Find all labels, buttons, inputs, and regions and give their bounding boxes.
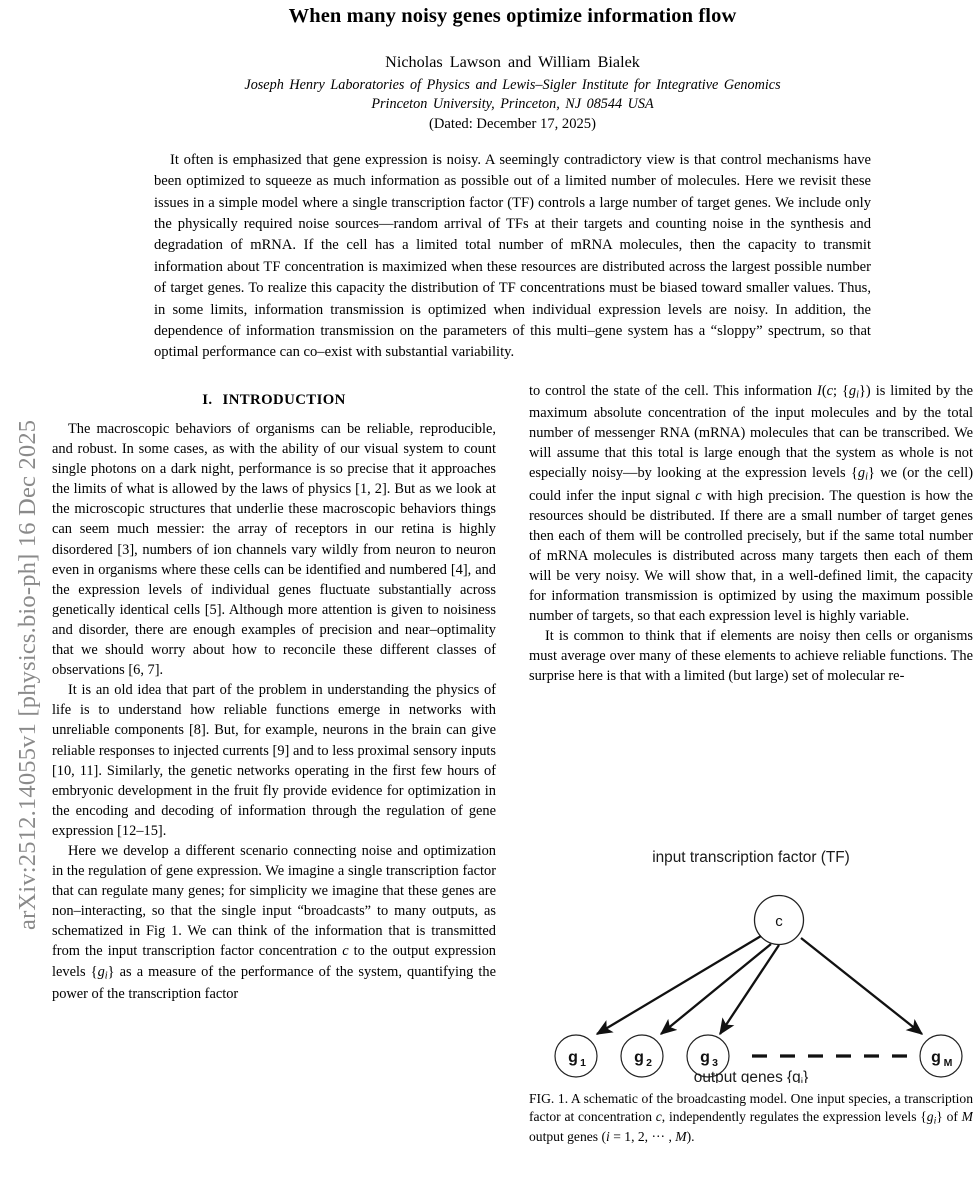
node-output-g1-subscript: 1 [580,1057,586,1069]
math-g: g [926,1109,934,1125]
arxiv-stamp [0,0,52,1200]
left-column [52,381,496,1200]
paragraph: It is an old idea that part of the problem in understanding the physics of life is to understand how reliable functions emerge in networks with unreliable components [8]. But, for example, neurons in the brain can give reliable responses to injected currents [9] and to less proximal sensory inputs [10, 11]. Similarly, the genetic networks operating in the first few hours of embryonic development in the fruit fly provide evidence for optimization in the encoding and decoding of information through the regulation of gene expression [12–15]. [52,682,496,839]
edge-c-to-g3 [720,945,779,1034]
broadcasting-model-svg [529,848,973,1083]
paragraph [529,381,973,626]
arxiv-stamp-text: arXiv:2512.14055v1 [physics.bio-ph] 16 Dec 2025 [14,419,41,930]
node-input-label: c [775,913,783,930]
paragraph: The macroscopic behaviors of organisms can be reliable, reproducible, and robust. In some cases, as with the ability of our visual system to count single photons on a dark night, performance is so precise that it approaches the limits of what is allowed by the laws of physics [1, 2]. But as we look at the microscopic structures that underlie these macroscopic behaviors things can seem much messier: the array of receptors in our retina is highly disordered [3], numbers of ion channels vary wildly from neuron to neuron even in organisms where these cells can be identified and numbered [4], and the expression levels of individual genes fluctuate substantially across genetically identical cells [5]. Although more attention is given to noisiness and disorder, there are enough examples of precision and near–optimality that we should worry about how to reconcile these different classes of observations [6, 7]. [52,421,496,679]
math-subscript-i: i [865,472,868,484]
figure-caption-text: , independently regulates the expression levels [661,1109,921,1125]
figure-caption-text: = 1, 2, [609,1129,652,1145]
node-output-g2-subscript: 2 [646,1057,652,1069]
paragraph-text: with high precision. The question is how the resources should be distributed. If there are a small number of target genes then each of them will be controlled precisely, but if the same total number of mRNA molecules is distributed across many targets then each of them will be very noisy. We will show that, in a well-defined limit, the capacity for information transmission is optimized by using the maximum possible number of targets, so that each expression level is highly variable. [529,487,973,625]
math-semicolon-brace: ; { [833,383,849,399]
figure-caption-text: A schematic of the broadcasting model. One input species, a transcription factor at concentration [529,1091,973,1125]
brace-close: } [936,1109,943,1125]
figure-caption-text: , [665,1129,676,1145]
paragraph: It is common to think that if elements are noisy then cells or organisms must average over many of these elements to achieve reliable functions. The surprise here is that with a limited (but large) set of molecular re- [529,628,973,685]
figure-caption [529,1090,973,1147]
paragraph-text: Here we develop a different scenario connecting noise and optimization in the regulation of gene expression. We imagine a single transcription factor that can regulate many genes; for simplicity we imagine that these genes are non–interacting, so that the single input “broadcasts” to many outputs, as schematized in Fig 1. We can think of the information that is transmitted from the input transcription factor concentration [52,842,496,960]
node-output-g1-label: g [568,1049,578,1066]
figure-top-label: input transcription factor (TF) [652,849,850,866]
section-title: INTRODUCTION [222,392,346,408]
brace-open: { [850,465,858,482]
node-output-gM [920,1035,962,1077]
section-number: I. [202,392,213,408]
math-i: i [606,1129,610,1145]
edge-c-to-gM [801,938,922,1034]
figure-caption-text: ). [686,1129,695,1145]
math-c: c [826,383,833,399]
figure-diagram [529,848,973,1083]
dated-line: (Dated: December 17, 2025) [429,115,596,132]
paragraph-text: to the output expression levels [52,943,496,980]
paragraph-text: is limited by the maximum absolute concentration of the input molecules and by the total number of messenger RNA (mRNA) molecules that can be transcribed. We will assume that this total is large enough that the system as whole is not especially noisy—by looking at the expression levels [529,383,973,482]
math-g: g [857,465,866,482]
node-output-g3-label: g [700,1049,710,1066]
math-c: c [342,943,349,960]
body-columns [52,381,973,1200]
brace-open: { [90,963,98,980]
math-subscript-i: i [856,389,859,401]
math-M: M [961,1109,973,1125]
paragraph [52,841,496,1004]
node-output-g2-label: g [634,1049,644,1066]
math-subscript-i: i [933,1116,937,1128]
section-heading-introduction [52,392,496,409]
right-column [529,381,973,1200]
paragraph-text: we (or the cell) could infer the input signal [529,465,973,504]
affiliation-line-2: Princeton University, Princeton, NJ 08544 USA [371,95,654,112]
math-close-brace-paren: }) [859,383,871,399]
brace-open: { [920,1109,927,1125]
author-list: Nicholas Lawson and William Bialek [385,52,640,71]
abstract-text: It often is emphasized that gene expression is noisy. A seemingly contradictory view is that control mechanisms have been optimized to squeeze as much information as possible out of a limited number of molecules. Here we revisit these issues in a simple model where a single transcription factor (TF) controls a large number of target genes. We include only the physically required noise sources—random arrival of TFs at their targets and counting noise in the synthesis and degradation of mRNA. If the cell has a limited total number of mRNA molecules, then the capacity to transmit information about TF concentration is maximized when these resources are distributed across the largest possible number of target genes. To realize this capacity the distribution of TF concentrations must be biased toward smaller values. Thus, in some limits, information transmission is optimized when individual expression levels are noisy. In addition, the dependence of information transmission on the parameters of this multi–gene system has a “sloppy” spectrum, so that optimal performance can co–exist with substantial variability. [154,151,871,361]
affiliation-line-1: Joseph Henry Laboratories of Physics and Lewis–Sigler Institute for Integrative Genomics [244,76,781,93]
figure-caption-text: output genes ( [529,1129,607,1145]
node-output-gM-subscript: M [943,1057,953,1069]
paper-header [52,4,973,133]
figure-caption-label: FIG. 1. [529,1091,569,1106]
math-subscript-i: i [104,970,108,982]
figure-1 [529,848,973,1147]
math-I: I [817,383,822,399]
paragraph-text: as a measure of the performance of the system, quantifying the power of the transcription factor [52,963,496,1002]
node-output-g3-subscript: 3 [712,1057,718,1069]
paper-page [52,0,973,1200]
ellipsis: ··· [651,1129,666,1145]
edge-c-to-g2 [661,944,771,1034]
brace-close: } [867,465,875,482]
paragraph-text: to control the state of the cell. This information [529,383,818,399]
math-g: g [97,963,105,980]
math-M: M [675,1129,687,1145]
math-c: c [655,1109,662,1125]
math-g: g [848,383,857,399]
figure-bottom-label: output genes {gi} [693,1069,809,1083]
figure-caption-text: of [942,1109,962,1125]
page-title: When many noisy genes optimize information flow [288,5,737,27]
brace-close: } [107,963,115,980]
paren-open: ( [821,383,827,399]
math-c: c [695,487,702,504]
node-output-gM-label: g [931,1049,941,1066]
